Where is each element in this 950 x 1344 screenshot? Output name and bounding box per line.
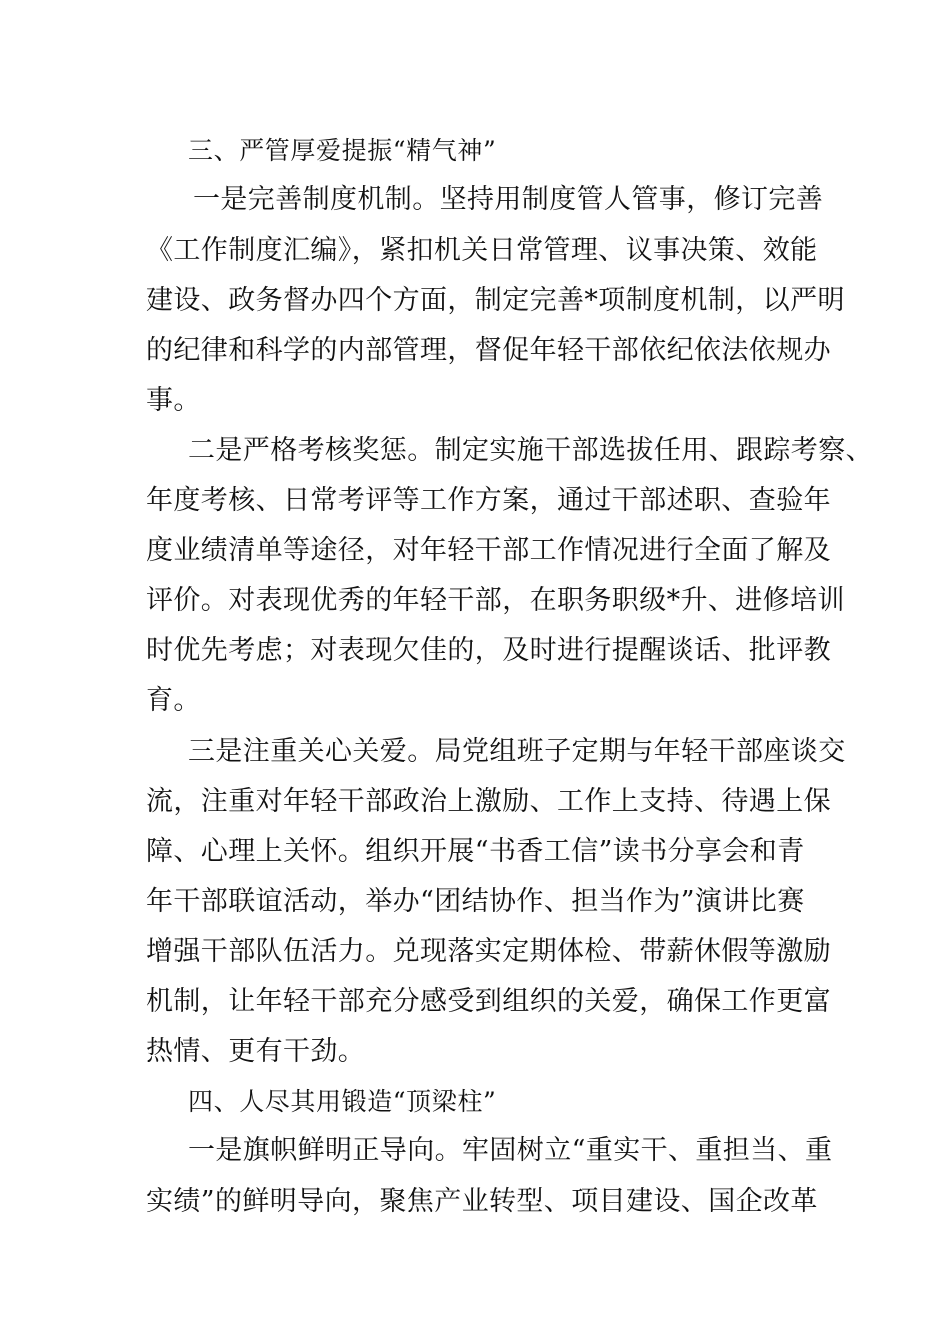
paragraph-line: 事。 xyxy=(146,385,201,416)
paragraph-line: 一是完善制度机制。坚持用制度管人管事，修订完善 xyxy=(193,184,824,215)
paragraph-line: 流，注重对年轻干部政治上激励、工作上支持、待遇上保 xyxy=(146,786,831,817)
paragraph-line: 三是注重关心关爱。局党组班子定期与年轻干部座谈交 xyxy=(188,736,846,767)
paragraph-line: 机制，让年轻干部充分感受到组织的关爱，确保工作更富 xyxy=(146,986,831,1017)
paragraph-line: 年度考核、日常考评等工作方案，通过干部述职、查验年 xyxy=(146,485,831,516)
paragraph-line: 的纪律和科学的内部管理，督促年轻干部依纪依法依规办 xyxy=(146,335,831,366)
paragraph-line: 一是旗帜鲜明正导向。牢固树立“重实干、重担当、重 xyxy=(188,1135,833,1166)
paragraph-line: 增强干部队伍活力。兑现落实定期体检、带薪休假等激励 xyxy=(146,936,831,967)
paragraph-line: 育。 xyxy=(146,685,201,716)
paragraph-line: 评价。对表现优秀的年轻干部，在职务职级*升、进修培训 xyxy=(146,585,845,616)
paragraph-line: 二是严格考核奖惩。制定实施干部选拔任用、跟踪考察、 xyxy=(188,435,873,466)
paragraph-line: 实绩”的鲜明导向，聚焦产业转型、项目建设、国企改革 xyxy=(146,1186,818,1217)
paragraph-line: 建设、政务督办四个方面，制定完善*项制度机制，以严明 xyxy=(146,285,845,316)
paragraph-line: 障、心理上关怀。组织开展“书香工信”读书分享会和青 xyxy=(146,836,805,867)
paragraph-line: 时优先考虑；对表现欠佳的，及时进行提醒谈话、批评教 xyxy=(146,635,831,666)
paragraph-line: 热情、更有干劲。 xyxy=(146,1036,366,1067)
paragraph-line: 《工作制度汇编》，紧扣机关日常管理、议事决策、效能 xyxy=(146,235,818,266)
paragraph-line: 度业绩清单等途径，对年轻干部工作情况进行全面了解及 xyxy=(146,535,831,566)
section-heading: 三、严管厚爱提振“精气神” xyxy=(188,136,497,165)
section-heading: 四、人尽其用锻造“顶梁柱” xyxy=(188,1087,497,1116)
paragraph-line: 年干部联谊活动，举办“团结协作、担当作为”演讲比赛 xyxy=(146,886,805,917)
